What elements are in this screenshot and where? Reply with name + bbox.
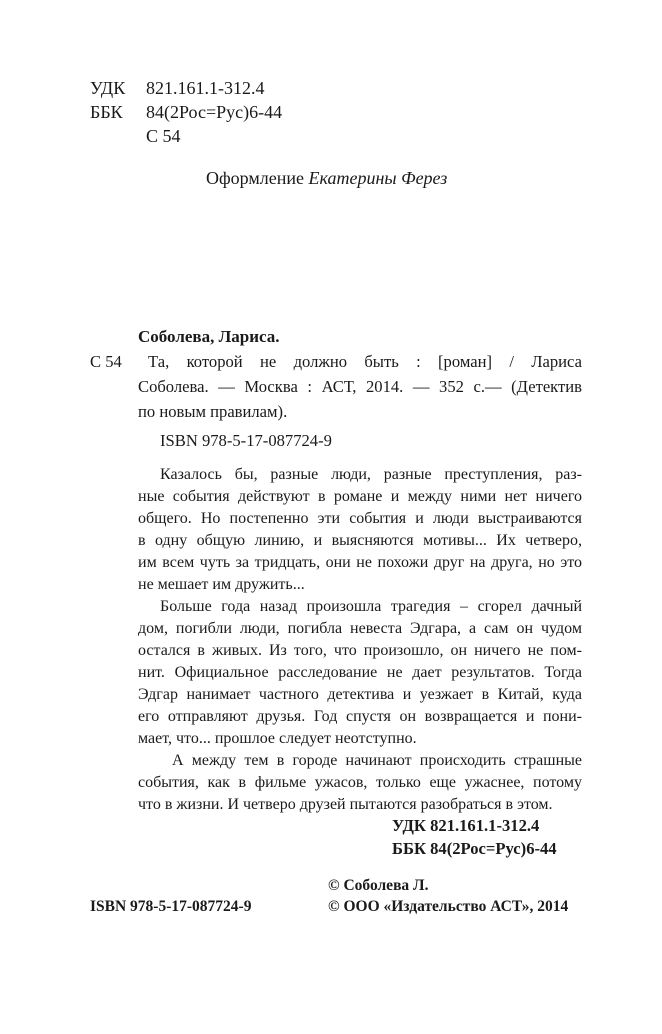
annotation-line: Эдгар нанимает частного детектива и уезжает в Китай, куда [138, 686, 582, 703]
footer-isbn: ISBN 978-5-17-087724-9 [90, 898, 252, 915]
design-credit-prefix: Оформление [206, 168, 305, 188]
annotation-paragraph-1 [138, 464, 582, 596]
description-line: Соболева. — Москва : АСТ, 2014. — 352 с.— (Детектив [138, 377, 582, 396]
annotation-line: А между тем в городе начинают происходить страшные [172, 752, 582, 769]
copyright-author: © Соболева Л. [328, 877, 429, 894]
bottom-udk: УДК 821.161.1-312.4 [392, 816, 540, 835]
copyright-publisher: © ООО «Издательство АСТ», 2014 [328, 898, 569, 915]
description-line: по новым правилам). [138, 402, 288, 421]
design-credit-name: Екатерины Ферез [308, 168, 448, 188]
udk-code-line [90, 76, 265, 100]
description-line: Та, которой не должно быть : [роман] / Лариса [148, 352, 582, 371]
annotation-line: его отправляют друзья. Год спустя он возвращается и пони- [138, 708, 582, 725]
annotation-line: в одну общую линию, и выясняются мотивы... Их четверо, [138, 532, 582, 549]
bottom-bbk: ББК 84(2Рос=Рус)6-44 [392, 839, 557, 858]
annotation-line: остался в живых. Из того, что произошло, он ничего не пом- [138, 642, 582, 659]
udk-value: 821.161.1-312.4 [146, 78, 265, 98]
catalog-description [138, 349, 582, 424]
bbk-label: ББК [90, 102, 123, 122]
annotation-line: им всем чуть за тридцать, они не похожи друг на друга, но это [138, 554, 582, 571]
annotation-line: мает, что... прошлое следует неотступно. [138, 730, 417, 747]
author-mark: С 54 [146, 126, 181, 146]
catalog-isbn: ISBN 978-5-17-087724-9 [160, 431, 332, 450]
annotation-line: что в жизни. И четверо друзей пытаются разобраться в этом. [138, 796, 553, 813]
annotation-line: ные события действуют в романе и между ними нет ничего [138, 488, 582, 505]
design-credit [206, 166, 447, 190]
annotation-line: события, как в фильме ужасов, только еще ужаснее, потому [138, 774, 582, 791]
author-heading: Соболева, Лариса. [138, 327, 280, 346]
annotation-line: Больше года назад произошла трагедия – сгорел дачный [160, 598, 582, 615]
bbk-code-line [90, 100, 282, 124]
annotation-line: нит. Официальное расследование не дает результатов. Тогда [138, 664, 582, 681]
udk-label: УДК [90, 78, 126, 98]
annotation-line: общего. Но постепенно эти события и люди выстраиваются [138, 510, 582, 527]
annotation-line: дом, погибли люди, погибла невеста Эдгара, а сам он чудом [138, 620, 582, 637]
annotation-paragraph-2 [138, 596, 582, 750]
catalog-mark: С 54 [90, 352, 122, 371]
annotation-line: Казалось бы, разные люди, разные преступления, раз- [160, 466, 582, 483]
annotation-line: не мешает им дружить... [138, 576, 305, 593]
annotation-paragraph-3 [138, 750, 582, 816]
bbk-value: 84(2Рос=Рус)6-44 [146, 102, 283, 122]
